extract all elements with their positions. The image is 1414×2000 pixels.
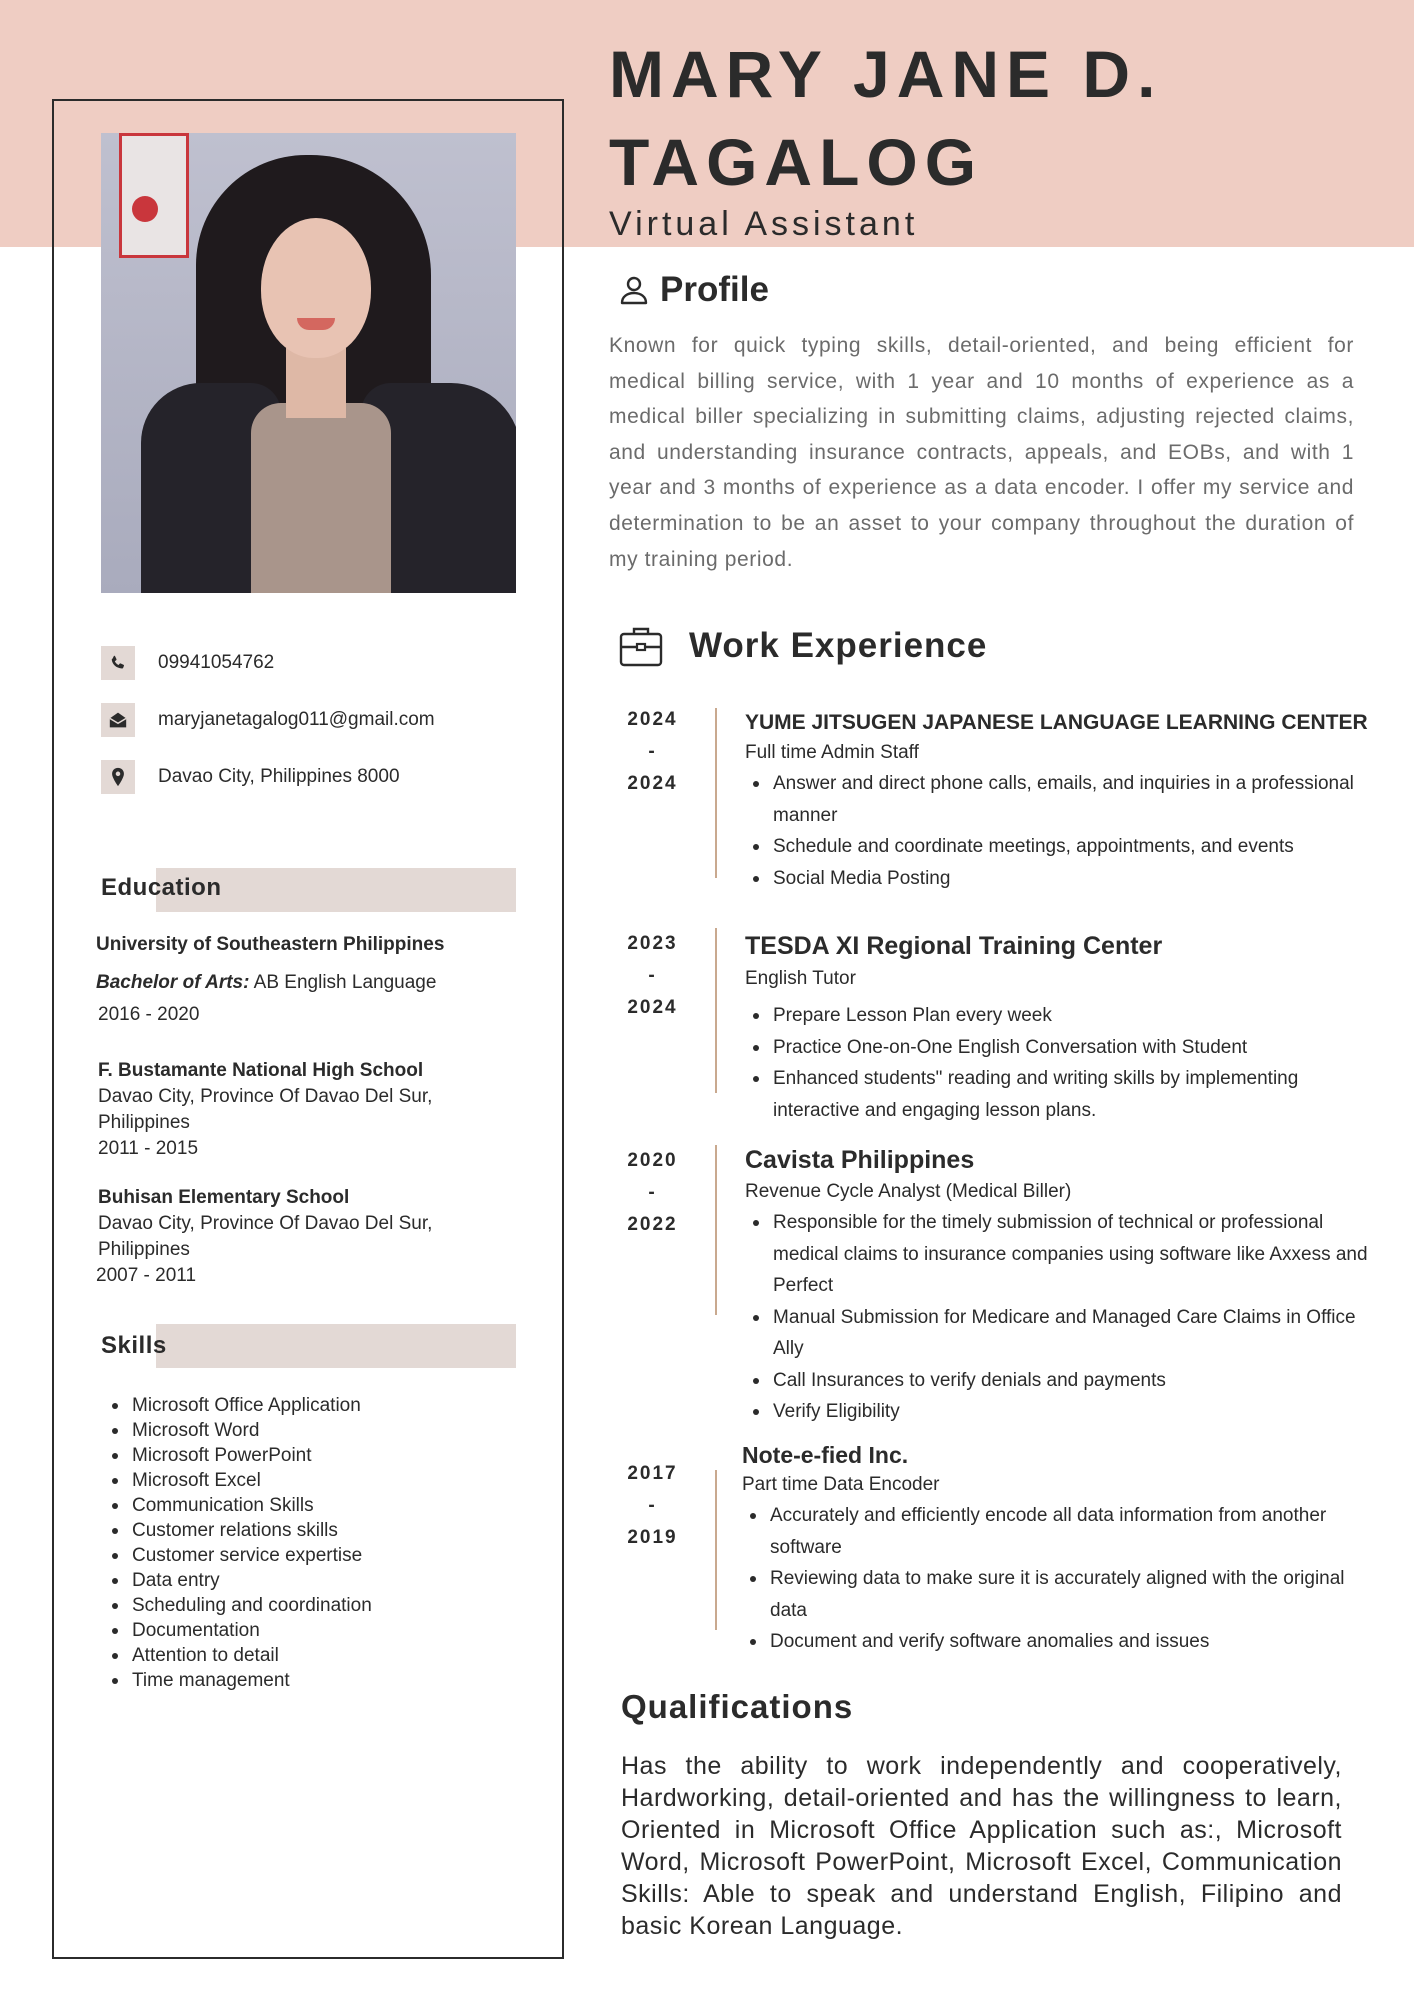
job-dates [615,1458,690,1554]
education-school: University of Southeastern Philippines [96,934,445,955]
education-location: Davao City, Province Of Davao Del Sur, Philippines [98,1086,433,1133]
qualifications-text: Has the ability to work independently and cooperatively, Hardworking, detail-oriented and has the willingness to learn, Oriented in Microsoft Office Application such as:, Microsoft Word, Microsoft PowerPoint, Microsoft Excel, Communication Skills: Able to speak and understand English, Filipino and basic Korean Language. [621,1752,1342,1940]
candidate-name [609,30,1162,206]
education-school: F. Bustamante National High School [98,1060,424,1081]
job-company: YUME JITSUGEN JAPANESE LANGUAGE LEARNING CENTER [745,711,1368,734]
education-entry [98,1185,518,1289]
profile-summary: Known for quick typing skills, detail-oriented, and being efficient for medical billing service, with 1 year and 10 months of experience as a medical biller specializing in submitting claims, adjusting rejected claims, and understanding insurance contracts, appeals, and EOBs, and with 1 year and 3 months of experience as a data encoder. I offer my service and determination to be an asset to your company throughout the duration of my training period. [609,334,1354,571]
job-details [745,928,1385,1126]
list-item: Prepare Lesson Plan every week [745,1000,1385,1032]
candidate-name-line1: MARY JANE D. [609,37,1163,111]
job-duties [745,1207,1385,1428]
list-item: Microsoft Word [108,1418,372,1443]
job-company: TESDA XI Regional Training Center [745,932,1163,960]
qualifications-heading: Qualifications [621,1688,854,1725]
list-item: Manual Submission for Medicare and Managed Care Claims in Office Ally [745,1302,1385,1365]
list-item: Data entry [108,1568,372,1593]
job-end-year: 2019 [627,1527,678,1548]
education-school: Buhisan Elementary School [98,1187,350,1208]
address-text: Davao City, Philippines 8000 [158,766,400,787]
job-start-year: 2020 [627,1150,678,1171]
job-company: Note-e-fied Inc. [742,1442,909,1468]
job-entry [615,1440,1385,1660]
list-item: Communication Skills [108,1493,372,1518]
job-start-year: 2023 [627,933,678,954]
phone-number: 09941054762 [158,652,275,673]
list-item: Microsoft PowerPoint [108,1443,372,1468]
candidate-name-line2: TAGALOG [609,125,984,199]
skills-list [108,1393,372,1693]
job-duties [745,768,1385,894]
contact-phone [101,646,274,680]
phone-icon [101,646,135,680]
timeline-line [715,708,717,878]
timeline-line [715,1470,717,1630]
education-heading: Education [101,874,222,901]
education-years: 2011 - 2015 [98,1138,199,1159]
job-role: English Tutor [745,968,856,989]
envelope-icon [101,703,135,737]
education-degree-name: AB English Language [249,972,437,993]
contact-email [101,703,435,737]
job-details [745,708,1385,894]
candidate-title: Virtual Assistant [609,205,919,243]
job-end-year: 2024 [627,773,678,794]
job-start-year: 2024 [627,709,678,730]
job-dates [615,928,690,1024]
list-item: Customer relations skills [108,1518,372,1543]
skills-heading-bar [156,1324,516,1368]
education-entry [98,1058,518,1162]
list-item: Document and verify software anomalies and issues [742,1626,1382,1658]
job-end-year: 2022 [627,1214,678,1235]
contact-address [101,760,400,794]
list-item: Call Insurances to verify denials and payments [745,1365,1385,1397]
list-item: Microsoft Excel [108,1468,372,1493]
education-location: Davao City, Province Of Davao Del Sur, Philippines [98,1213,433,1260]
list-item: Customer service expertise [108,1543,372,1568]
job-company: Cavista Philippines [745,1146,975,1174]
list-item: Schedule and coordinate meetings, appointments, and events [745,831,1385,863]
job-start-year: 2017 [627,1463,678,1484]
job-end-year: 2024 [627,997,678,1018]
list-item: Enhanced students" reading and writing skills by implementing interactive and engaging lesson plans. [745,1063,1385,1126]
list-item: Scheduling and coordination [108,1593,372,1618]
job-date-separator: - [648,741,657,762]
person-icon [618,274,650,306]
job-entry [615,1145,1385,1435]
timeline-line [715,1145,717,1315]
list-item: Social Media Posting [745,863,1385,895]
list-item: Microsoft Office Application [108,1393,372,1418]
job-dates [615,1145,690,1241]
profile-heading [618,270,769,310]
job-date-separator: - [648,965,657,986]
job-duties [745,1000,1385,1126]
email-address: maryjanetagalog011@gmail.com [158,709,435,730]
job-role: Revenue Cycle Analyst (Medical Biller) [745,1181,1072,1202]
job-entry [615,704,1385,904]
job-date-separator: - [648,1495,657,1516]
education-degree [96,970,516,996]
job-dates [615,704,690,800]
timeline-line [715,928,717,1093]
list-item: Answer and direct phone calls, emails, and inquiries in a professional manner [745,768,1385,831]
job-details [742,1440,1382,1658]
job-role: Part time Data Encoder [742,1474,940,1495]
profile-photo [101,133,516,593]
job-duties [742,1500,1382,1658]
list-item: Time management [108,1668,372,1693]
job-entry [615,928,1385,1128]
list-item: Attention to detail [108,1643,372,1668]
briefcase-icon [619,625,663,667]
education-degree-label: Bachelor of Arts: [96,972,250,993]
list-item: Practice One-on-One English Conversation with Student [745,1032,1385,1064]
job-details [745,1143,1385,1428]
list-item: Verify Eligibility [745,1396,1385,1428]
work-experience-heading [619,625,987,667]
job-date-separator: - [648,1182,657,1203]
education-years: 2016 - 2020 [98,1004,200,1025]
list-item: Documentation [108,1618,372,1643]
education-years: 2007 - 2011 [96,1265,197,1286]
map-pin-icon [101,760,135,794]
list-item: Reviewing data to make sure it is accurately aligned with the original data [742,1563,1382,1626]
list-item: Accurately and efficiently encode all data information from another software [742,1500,1382,1563]
job-role: Full time Admin Staff [745,742,919,763]
list-item: Responsible for the timely submission of technical or professional medical claims to insurance companies using software like Axxess and Perfect [745,1207,1385,1302]
work-experience-heading-text: Work Experience [689,626,988,665]
profile-heading-text: Profile [660,270,769,309]
education-entry [96,932,516,1028]
skills-heading: Skills [101,1332,167,1359]
